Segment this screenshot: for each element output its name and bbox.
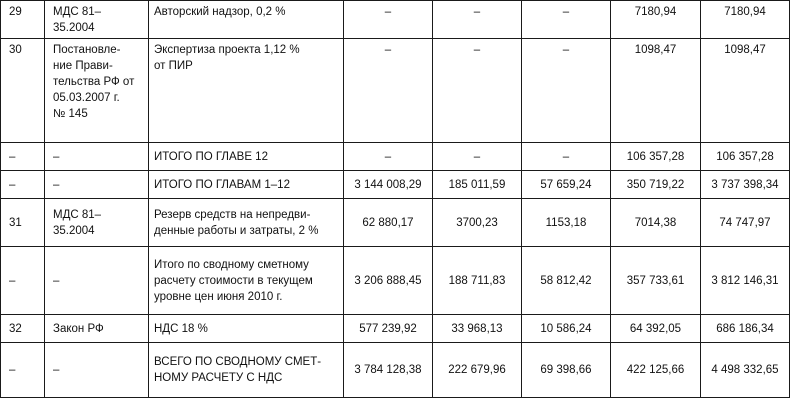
basis-cell: –	[45, 247, 149, 315]
value-cell-3: –	[522, 39, 611, 143]
table-row	[1, 315, 790, 343]
row-number-cell: 30	[1, 39, 45, 143]
value-cell-2: –	[433, 39, 522, 143]
row-number-cell: –	[1, 171, 45, 199]
basis-cell: –	[45, 343, 149, 398]
value-cell-2: 33 968,13	[433, 315, 522, 343]
value-cell-4: 7014,38	[611, 199, 701, 247]
value-cell-3: 58 812,42	[522, 247, 611, 315]
value-cell-3: 69 398,66	[522, 343, 611, 398]
row-number-cell: 29	[1, 1, 45, 39]
value-cell-2: 185 011,59	[433, 171, 522, 199]
total-cell: 3 812 146,31	[701, 247, 790, 315]
total-cell: 686 186,34	[701, 315, 790, 343]
table-row	[1, 171, 790, 199]
value-cell-1: 577 239,92	[344, 315, 433, 343]
item-name-cell: ИТОГО ПО ГЛАВАМ 1–12	[149, 171, 344, 199]
value-cell-4: 64 392,05	[611, 315, 701, 343]
total-cell: 74 747,97	[701, 199, 790, 247]
total-cell: 7180,94	[701, 1, 790, 39]
value-cell-1: –	[344, 39, 433, 143]
value-cell-2: 222 679,96	[433, 343, 522, 398]
value-cell-1: 3 144 008,29	[344, 171, 433, 199]
value-cell-4: 357 733,61	[611, 247, 701, 315]
value-cell-3: 10 586,24	[522, 315, 611, 343]
basis-cell: МДС 81– 35.2004	[45, 199, 149, 247]
total-cell: 3 737 398,34	[701, 171, 790, 199]
item-name-cell: Экспертиза проекта 1,12 % от ПИР	[149, 39, 344, 143]
basis-cell: Закон РФ	[45, 315, 149, 343]
value-cell-2: 3700,23	[433, 199, 522, 247]
value-cell-4: 106 357,28	[611, 143, 701, 171]
value-cell-4: 422 125,66	[611, 343, 701, 398]
value-cell-2: –	[433, 1, 522, 39]
basis-cell: МДС 81– 35.2004	[45, 1, 149, 39]
table-row	[1, 143, 790, 171]
item-name-cell: НДС 18 %	[149, 315, 344, 343]
item-name-cell: Авторский надзор, 0,2 %	[149, 1, 344, 39]
basis-cell: Постановле- ние Прави- тельства РФ от 05.03.2007 г. № 145	[45, 39, 149, 143]
table-body	[1, 1, 790, 398]
total-cell: 106 357,28	[701, 143, 790, 171]
basis-cell: –	[45, 143, 149, 171]
value-cell-2: –	[433, 143, 522, 171]
row-number-cell: –	[1, 343, 45, 398]
table-row	[1, 1, 790, 39]
row-number-cell: –	[1, 143, 45, 171]
total-cell: 4 498 332,65	[701, 343, 790, 398]
value-cell-4: 1098,47	[611, 39, 701, 143]
value-cell-4: 350 719,22	[611, 171, 701, 199]
item-name-cell: ВСЕГО ПО СВОДНОМУ СМЕТ- НОМУ РАСЧЕТУ С НДС	[149, 343, 344, 398]
row-number-cell: 31	[1, 199, 45, 247]
table-row	[1, 247, 790, 315]
table-row	[1, 343, 790, 398]
total-cell: 1098,47	[701, 39, 790, 143]
value-cell-3: 1153,18	[522, 199, 611, 247]
item-name-cell: Итого по сводному сметному расчету стоимости в текущем уровне цен июня 2010 г.	[149, 247, 344, 315]
item-name-cell: ИТОГО ПО ГЛАВЕ 12	[149, 143, 344, 171]
value-cell-3: –	[522, 143, 611, 171]
basis-cell: –	[45, 171, 149, 199]
value-cell-1: –	[344, 143, 433, 171]
item-name-cell: Резерв средств на непредви- денные работы и затраты, 2 %	[149, 199, 344, 247]
value-cell-1: 3 206 888,45	[344, 247, 433, 315]
value-cell-1: –	[344, 1, 433, 39]
value-cell-1: 3 784 128,38	[344, 343, 433, 398]
table-row	[1, 199, 790, 247]
row-number-cell: –	[1, 247, 45, 315]
value-cell-3: –	[522, 1, 611, 39]
value-cell-2: 188 711,83	[433, 247, 522, 315]
value-cell-3: 57 659,24	[522, 171, 611, 199]
row-number-cell: 32	[1, 315, 45, 343]
table-row	[1, 39, 790, 143]
value-cell-4: 7180,94	[611, 1, 701, 39]
value-cell-1: 62 880,17	[344, 199, 433, 247]
